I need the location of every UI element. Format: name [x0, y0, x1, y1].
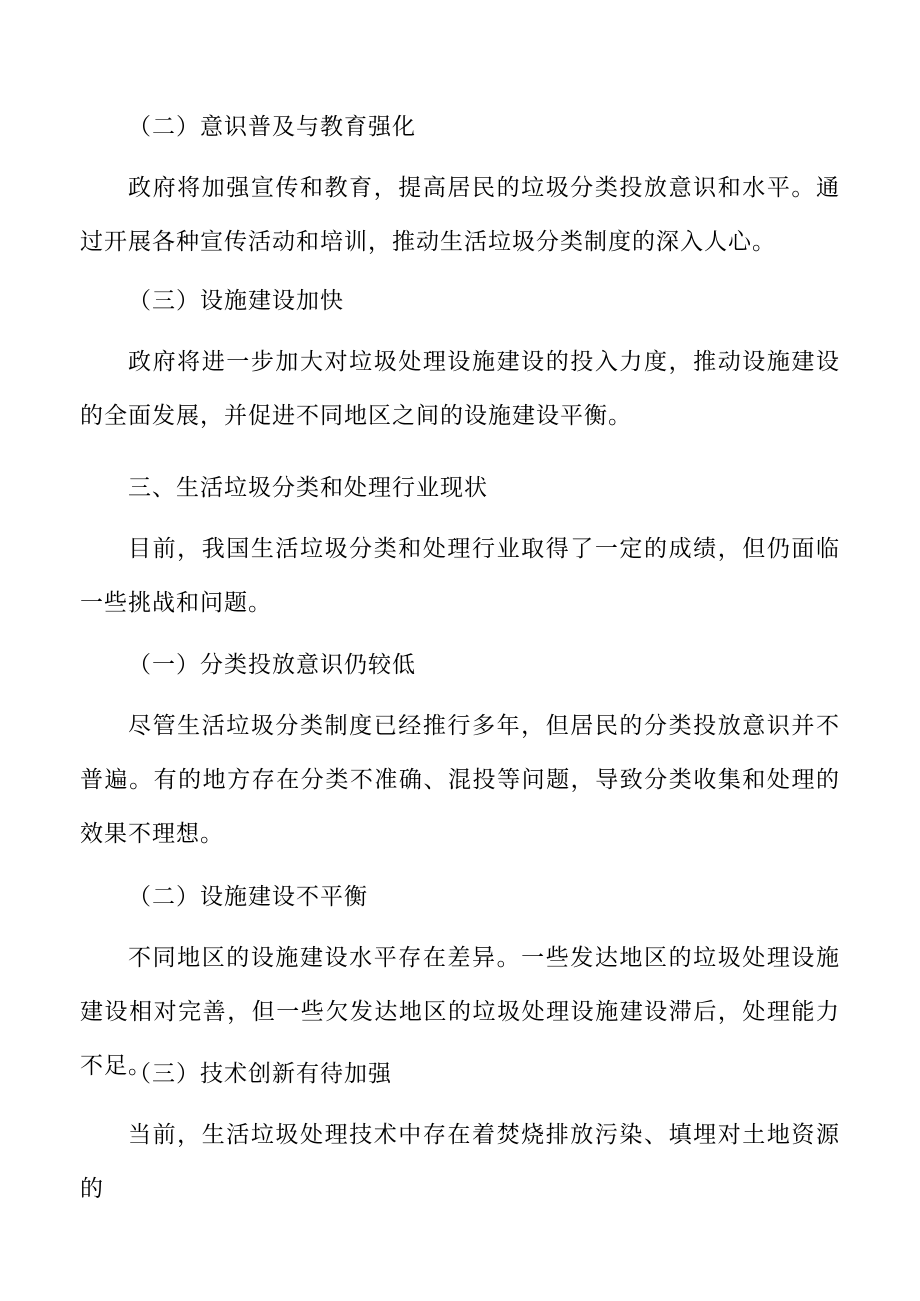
section-heading-tech-innovation: （三）技术创新有待加强 — [128, 1061, 392, 1087]
paragraph-low-awareness: 尽管生活垃圾分类制度已经推行多年，但居民的分类投放意识并不普遍。有的地方存在分类不准确、混投等问题，导致分类收集和处理的效果不理想。 — [80, 713, 840, 847]
section-heading-uneven-facilities: （二）设施建设不平衡 — [128, 884, 368, 910]
paragraph-uneven-facilities: 不同地区的设施建设水平存在差异。一些发达地区的垃圾处理设施建设相对完善，但一些欠发达地区的垃圾处理设施建设滞后，处理能力不足。 — [80, 945, 840, 1079]
paragraph-tech-innovation: 当前，生活垃圾处理技术中存在着焚烧排放污染、填埋对土地资源的 — [80, 1122, 840, 1202]
chapter-heading-industry-status: 三、生活垃圾分类和处理行业现状 — [128, 475, 488, 501]
paragraph-industry-status: 目前，我国生活垃圾分类和处理行业取得了一定的成绩，但仍面临一些挑战和问题。 — [80, 536, 840, 616]
section-heading-low-awareness: （一）分类投放意识仍较低 — [128, 652, 416, 678]
paragraph-facility-acceleration: 政府将进一步加大对垃圾处理设施建设的投入力度，推动设施建设的全面发展，并促进不同地区之间的设施建设平衡。 — [80, 349, 840, 429]
paragraph-awareness-education: 政府将加强宣传和教育，提高居民的垃圾分类投放意识和水平。通过开展各种宣传活动和培训，推动生活垃圾分类制度的深入人心。 — [80, 175, 840, 255]
section-heading-awareness-education: （二）意识普及与教育强化 — [128, 114, 416, 140]
section-heading-facility-acceleration: （三）设施建设加快 — [128, 288, 344, 314]
